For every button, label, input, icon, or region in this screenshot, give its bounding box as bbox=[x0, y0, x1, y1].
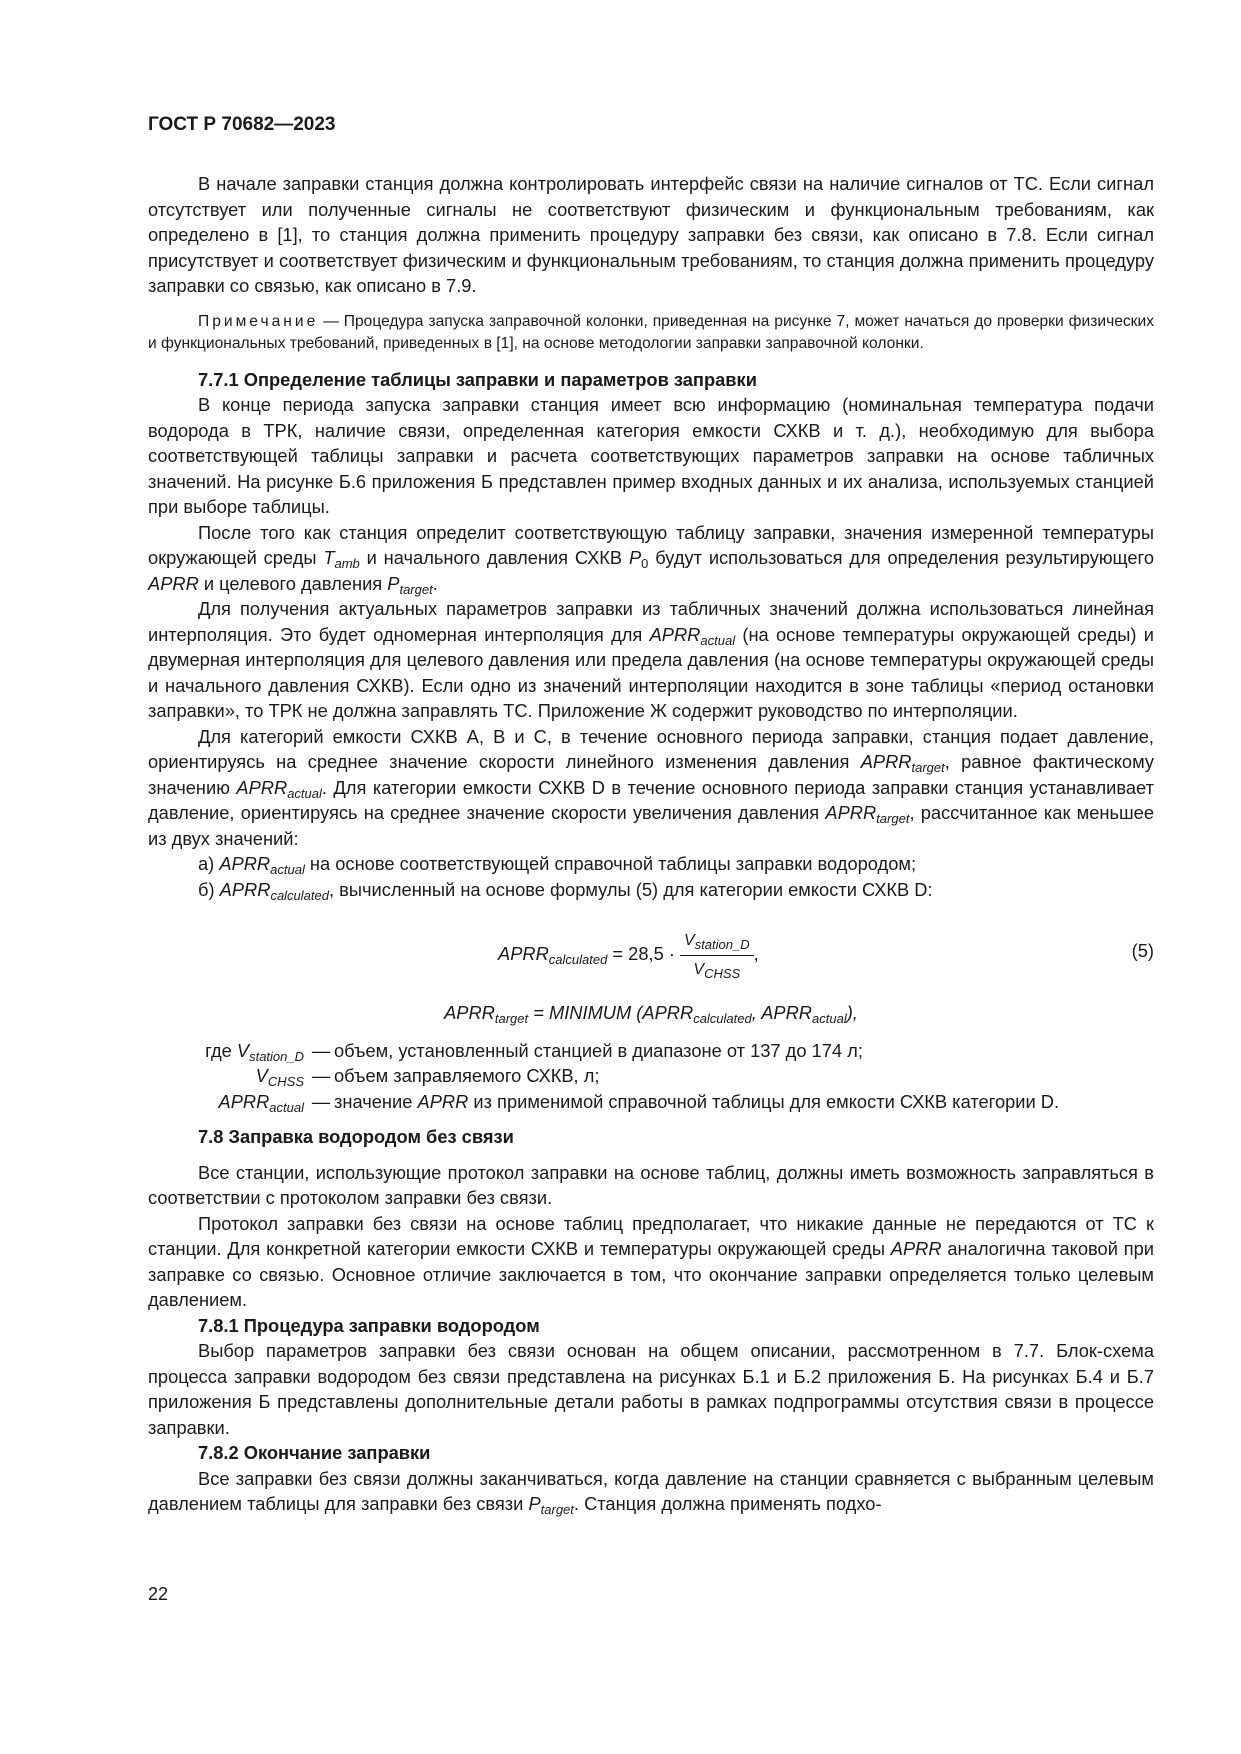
s771-paragraph-3: Для получения актуальных параметров заправки из табличных значений должна использоваться линейная интерполяция. Это будет одномерная интерполяция для $APRR_{actual}$ (на основе температуры окружающей среды) и двумерная интерполяция для целевого давления или предела давления (на основе температуры окружающей среды и начального давления СХКВ). Если одно из значений интерполяции находится в зоне таблицы «период остановки заправки», то ТРК не должна заправлять ТС. Приложение Ж содержит руководство по интерполяции. bbox=[148, 598, 1154, 721]
intro-paragraph: В начале заправки станция должна контролировать интерфейс связи на наличие сигналов от ТС. Если сигнал отсутствует или полученные сигналы не соответствуют физическим и функциональным требованиям, как определено в [1], то станция должна применить процедуру заправки без связи, как описано в 7.8. Если сигнал присутствует и соответствует физическим и функциональным требованиям, то станция должна применить процедуру заправки со связью, как описано в 7.9. bbox=[148, 173, 1154, 296]
def-symbol-vstation: где $V_{station\_D}$ bbox=[205, 1039, 304, 1064]
fraction: $\frac{V_{station\_D}}{V_{CHSS}}$ bbox=[680, 928, 754, 982]
s771-paragraph-2: После того как станция определит соответствующую таблицу заправки, значения измеренной температуры окружающей среды $T_{amb}$ и начального давления СХКВ $P_0$ будут использоваться для определения результирующего APRR и целевого давления $P_{target}$. bbox=[148, 521, 1154, 597]
s771-paragraph-4: Для категорий емкости СХКВ А, В и С, в течение основного периода заправки, станция подает давление, ориентируясь на среднее значение скорости линейного изменения давления $APRR_{target}$, равное фактическому значению $APRR_{actual}$. Для категории емкости СХКВ D в течение основного периода заправки станция устанавливает давление, ориентируясь на среднее значение скорости увеличения давления $APRR_{target}$, рассчитанное как меньшее из двух значений: bbox=[148, 725, 1155, 849]
section-7-8-1-title: 7.8.1 Процедура заправки водородом bbox=[198, 1314, 540, 1336]
note-text: — Процедура запуска заправочной колонки, приведенная на рисунке 7, может начаться до проверки физических и функциональных требований, приведенных в [1], на основе методологии заправки заправочной колонки. bbox=[148, 312, 1154, 352]
note-label: Примечание bbox=[198, 312, 319, 330]
list-item-b: б) $APRR_{calculated}$, вычисленный на основе формулы (5) для категории емкости СХКВ D: bbox=[198, 878, 933, 903]
s782-paragraph-1: Все заправки без связи должны заканчиваться, когда давление на станции сравняется с выбранным целевым давлением таблицы для заправки без связи $P_{target}$. Станция должна применять подхо- bbox=[148, 1467, 1154, 1517]
def-text-aprr-actual: значение APRR из применимой справочной таблицы для емкости СХКВ категории D. bbox=[334, 1090, 1060, 1112]
section-7-8-2-title: 7.8.2 Окончание заправки bbox=[198, 1442, 431, 1463]
section-7-8-title: 7.8 Заправка водородом без связи bbox=[198, 1126, 514, 1147]
standard-header: ГОСТ Р 70682—2023 bbox=[148, 114, 336, 135]
definitions-list: где $V_{station\_D}$ — объем, установленный станцией в диапазоне от 137 до 174 л; $V_{CHSS}$ — объем заправляемого СХКВ, л; $APRR_{actual}$ — значение APRR из применимой справочной таблицы для емкости СХКВ категории D. bbox=[148, 1038, 1154, 1115]
section-7-7-1-title: 7.7.1 Определение таблицы заправки и параметров заправки bbox=[198, 368, 757, 390]
list-item-a: а) $APRR_{actual}$ на основе соответствующей справочной таблицы заправки водородом; bbox=[198, 853, 917, 877]
s78-paragraph-2: Протокол заправки без связи на основе таблиц предполагает, что никакие данные не передаются от ТС к станции. Для конкретной категории емкости СХКВ и температуры окружающей среды APRR аналогична таковой при заправке со связью. Основное отличие заключается в том, что окончание заправки определяется только целевым давлением. bbox=[148, 1212, 1155, 1310]
page-number: 22 bbox=[148, 1584, 169, 1604]
body-text bbox=[148, 171, 1154, 1517]
s771-paragraph-1: В конце периода запуска заправки станция имеет всю информацию (номинальная температура подачи водорода в ТРК, наличие связи, определенная категория емкости СХКВ и т. д.), необходимую для выбора соответствующей таблицы заправки и расчета соответствующих параметров заправки на основе табличных значений. На рисунке Б.6 приложения Б представлен пример входных данных и их анализа, используемых станцией при выборе таблицы. bbox=[148, 394, 1154, 517]
def-text-vstation: объем, установленный станцией в диапазоне от 137 до 174 л; bbox=[334, 1039, 863, 1061]
note bbox=[148, 311, 1154, 355]
def-symbol-vchss: $V_{CHSS}$ bbox=[255, 1065, 304, 1089]
s781-paragraph-1: Выбор параметров заправки без связи основан на общем описании, рассмотренном в 7.7. Блок-схема процесса заправки водородом без связи представлена на рисунках Б.1 и Б.2 приложения Б. На рисунках Б.4 и Б.7 приложения Б представлены дополнительные детали работы в рамках подпрограммы отсутствия связи в процессе заправки. bbox=[148, 1340, 1154, 1438]
def-symbol-aprr-actual: $APRR_{actual}$ bbox=[218, 1090, 304, 1115]
equation-number: (5) bbox=[1131, 940, 1154, 961]
s78-paragraph-1: Все станции, использующие протокол заправки на основе таблиц, должны иметь возможность заправляться в соответствии с протоколом заправки без связи. bbox=[148, 1161, 1154, 1208]
def-text-vchss: объем заправляемого СХКВ, л; bbox=[334, 1065, 600, 1086]
formula-5: $APRR_{calculated} = 28,5$ · $\frac{V_{station\_D}}{V_{CHSS}}$ , (5) bbox=[148, 916, 1154, 980]
formula-minimum: $APRR_{target}$ = MINIMUM ($APRR_{calculated}$, $APRR_{actual}$), bbox=[444, 1002, 858, 1026]
